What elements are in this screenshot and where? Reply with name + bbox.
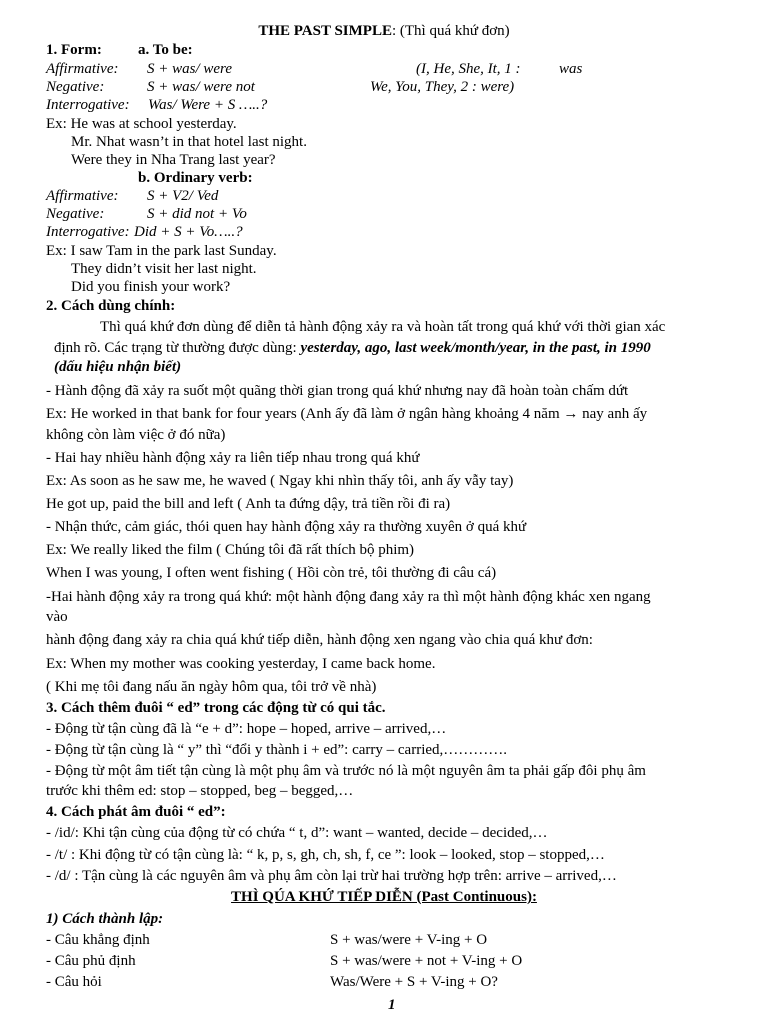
formation-heading: 1) Cách thành lập: [46, 911, 164, 927]
usage-line: - Nhận thức, cảm giác, thói quen hay hành động xảy ra thường xuyên ở quá khứ [46, 519, 527, 535]
affirmative-label: Affirmative: [46, 188, 119, 204]
subject-note-1: (I, He, She, It, 1 : [416, 61, 521, 77]
title-bold: THE PAST SIMPLE [258, 23, 392, 39]
interrogative-formula: Did + S + Vo…..? [134, 224, 243, 240]
usage-line: - Hành động đã xảy ra suốt một quãng thời gian trong quá khứ nhưng nay đã hoàn toàn chấm dứt [46, 383, 629, 399]
ed-pronunciation-heading: 4. Cách phát âm đuôi “ ed”: [46, 804, 226, 820]
example-line: They didn’t visit her last night. [71, 261, 257, 277]
question-row-label: - Câu hỏi [46, 974, 102, 990]
example-text: Ex: He worked in that bank for four years (Anh ấy đã làm ở ngân hàng khoảng 4 năm [46, 406, 564, 422]
example-line: Ex: He was at school yesterday. [46, 116, 237, 132]
to-be-subheading: a. To be: [138, 42, 193, 58]
usage-line: ( Khi mẹ tôi đang nấu ăn ngày hôm qua, tôi trở về nhà) [46, 679, 377, 695]
interrogative-label: Interrogative: [46, 97, 130, 113]
negative-label: Negative: [46, 206, 105, 222]
affirmative-formula: S + V2/ Ved [147, 188, 219, 204]
negative-label: Negative: [46, 79, 105, 95]
subject-note-2: We, You, They, 2 : were) [370, 79, 515, 95]
example-line: Were they in Nha Trang last year? [71, 152, 276, 168]
example-line: Mr. Nhat wasn’t in that hotel last night. [71, 134, 307, 150]
negative-row-label: - Câu phủ định [46, 953, 136, 969]
interrogative-label: Interrogative: [46, 224, 130, 240]
affirmative-row-formula: S + was/were + V-ing + O [330, 932, 488, 948]
usage-line: -Hai hành động xảy ra trong quá khứ: một hành động đang xảy ra thì một hành động khác xen ngang [46, 589, 651, 605]
example-line: Ex: I saw Tam in the park last Sunday. [46, 243, 277, 259]
affirmative-row-label: - Câu khẳng định [46, 932, 150, 948]
affirmative-label: Affirmative: [46, 61, 119, 77]
usage-line: Ex: As soon as he saw me, he waved ( Ngay khi nhìn thấy tôi, anh ấy vẫy tay) [46, 473, 514, 489]
pronunciation-line: - /t/ : Khi động từ có tận cùng là: “ k, p, s, gh, ch, sh, f, ce ”: look – looked, stop – stopped,… [46, 847, 605, 863]
pronunciation-line: - /d/ : Tận cùng là các nguyên âm và phụ âm còn lại trừ hai trường hợp trên: arrive – arrived,… [46, 868, 617, 884]
affirmative-formula: S + was/ were [147, 61, 232, 77]
usage-line: - Hai hay nhiều hành động xảy ra liên tiếp nhau trong quá khứ [46, 450, 420, 466]
usage-line: không còn làm việc ở đó nữa) [46, 427, 226, 443]
negative-row-formula: S + was/were + not + V-ing + O [330, 953, 523, 969]
usage-line [46, 405, 647, 423]
usage-line: When I was young, I often went fishing ( Hồi còn trẻ, tôi thường đi câu cá) [46, 565, 497, 581]
usage-text: định rõ. Các trạng từ thường được dùng: [54, 340, 301, 356]
ordinary-verb-subheading: b. Ordinary verb: [138, 170, 253, 186]
ed-rule-line: - Động từ một âm tiết tận cùng là một phụ âm và trước nó là một nguyên âm ta phải gấp đôi phụ âm [46, 763, 646, 779]
ed-rules-heading: 3. Cách thêm đuôi “ ed” trong các động từ có qui tắc. [46, 700, 386, 716]
usage-line: Ex: We really liked the film ( Chúng tôi đã rất thích bộ phim) [46, 542, 415, 558]
ed-rule-line: trước khi thêm ed: stop – stopped, beg – begged,… [46, 783, 354, 799]
page-number: 1 [388, 997, 396, 1013]
time-adverbs: yesterday, ago, last week/month/year, in the past, in 1990 [300, 340, 651, 356]
interrogative-formula: Was/ Were + S …..? [148, 97, 268, 113]
example-line: Did you finish your work? [71, 279, 231, 295]
pronunciation-line: - /id/: Khi tận cùng của động từ có chứa “ t, d”: want – wanted, decide – decided,… [46, 825, 548, 841]
past-continuous-title: THÌ QÚA KHỨ TIẾP DIỄN (Past Continuous): [231, 889, 537, 905]
document-title [0, 22, 768, 40]
title-rest: : (Thì quá khứ đơn) [391, 23, 510, 39]
signal-words-note: (dấu hiệu nhận biết) [54, 359, 182, 375]
negative-formula: S + did not + Vo [147, 206, 247, 222]
usage-line: hành động đang xảy ra chia quá khứ tiếp diễn, hành động xen ngang vào chia quá khư đơn: [46, 632, 593, 648]
usage-heading: 2. Cách dùng chính: [46, 298, 176, 314]
question-row-formula: Was/Were + S + V-ing + O? [330, 974, 498, 990]
example-text: nay anh ấy [578, 406, 648, 422]
subject-note-was: was [559, 61, 583, 77]
usage-paragraph: Thì quá khứ đơn dùng để diễn tả hành động xảy ra và hoàn tất trong quá khứ với thời gian xác [100, 319, 666, 335]
usage-line: Ex: When my mother was cooking yesterday, I came back home. [46, 656, 436, 672]
ed-rule-line: - Động từ tận cùng đã là “e + d”: hope – hoped, arrive – arrived,… [46, 721, 447, 737]
usage-line: He got up, paid the bill and left ( Anh ta đứng dậy, trả tiền rồi đi ra) [46, 496, 451, 512]
form-heading: 1. Form: [46, 42, 102, 58]
usage-paragraph [54, 339, 651, 357]
usage-line: vào [46, 609, 68, 625]
ed-rule-line: - Động từ tận cùng là “ y” thì “đổi y thành i + ed”: carry – carried,…………. [46, 742, 508, 758]
negative-formula: S + was/ were not [147, 79, 255, 95]
arrow-right-icon: → [563, 406, 579, 422]
